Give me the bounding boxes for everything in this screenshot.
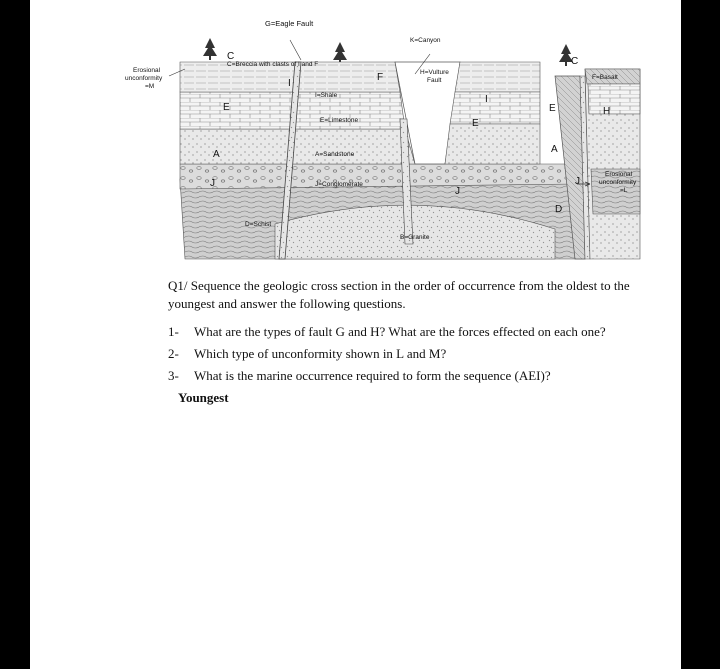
letter-d-right: D — [555, 204, 563, 215]
letter-e-right: E — [549, 103, 556, 114]
letter-a-right: A — [551, 144, 558, 155]
right-shale-layer — [455, 62, 540, 92]
schist-label: D=Schist — [245, 221, 272, 228]
letter-a-left: A — [213, 149, 220, 160]
cross-section-drawing — [115, 14, 670, 266]
breccia-label: C=Breccia with clasts of I and F — [227, 61, 319, 68]
vulture-fault-label-2: Fault — [427, 77, 442, 84]
question-item — [168, 367, 668, 385]
letter-j-right: J — [575, 176, 580, 187]
erosional-m-label-1: Erosional — [133, 67, 161, 74]
question-number: 3- — [168, 368, 179, 383]
letter-e-mid: E — [472, 118, 479, 129]
letter-e-left: E — [223, 102, 230, 113]
question-list — [168, 323, 668, 385]
letter-j-mid: J — [455, 186, 460, 197]
erosional-l-label-3: =L — [620, 187, 628, 194]
conglomerate-label: J=Conglomerate — [315, 181, 363, 188]
erosional-m-label-2: unconformity — [125, 75, 163, 82]
question-title: Q1/ Sequence the geologic cross section in the order of occurrence from the oldest to the youngest and answer the following questions. — [168, 278, 630, 311]
letter-i-left: I — [288, 78, 291, 89]
limestone-label: E=Limestone — [320, 117, 359, 124]
youngest-label: Youngest — [178, 390, 229, 405]
question-block — [168, 277, 668, 407]
question-number: 1- — [168, 324, 179, 339]
basalt-label: F=Basalt — [592, 74, 618, 81]
erosional-l-label-2: unconformity — [599, 179, 637, 186]
sandstone-label: A=Sandstone — [315, 151, 355, 158]
right-limestone-layer — [450, 92, 540, 124]
letter-f: F — [377, 72, 384, 83]
granite-label: B=Granite — [400, 234, 430, 241]
question-number: 2- — [168, 346, 179, 361]
erosional-l-label-1: Erosional — [605, 171, 633, 178]
letter-i-right: I — [485, 94, 488, 105]
vulture-fault-label-1: H=Vulture — [420, 69, 449, 76]
document-page — [30, 0, 681, 669]
far-right-limestone — [588, 84, 640, 114]
letter-c-left: C — [227, 51, 235, 62]
canyon-label: K=Canyon — [410, 37, 441, 44]
letter-c-right: C — [571, 56, 579, 67]
tree-icon — [333, 42, 347, 64]
tree-icon — [203, 38, 217, 60]
letter-h: H — [603, 106, 611, 117]
right-sandstone-layer — [445, 124, 540, 164]
erosional-m-label-3: =M — [145, 83, 155, 90]
letter-j-left: J — [210, 178, 215, 189]
question-text: Which type of unconformity shown in L and M? — [194, 346, 447, 361]
question-item — [168, 345, 668, 363]
question-text: What is the marine occurrence required to form the sequence (AEI)? — [194, 368, 551, 383]
eagle-fault-label: G=Eagle Fault — [265, 19, 314, 28]
question-text: What are the types of fault G and H? What are the forces effected on each one? — [194, 324, 606, 339]
geologic-cross-section — [115, 14, 670, 266]
shale-label: I=Shale — [315, 92, 338, 99]
question-item — [168, 323, 668, 341]
